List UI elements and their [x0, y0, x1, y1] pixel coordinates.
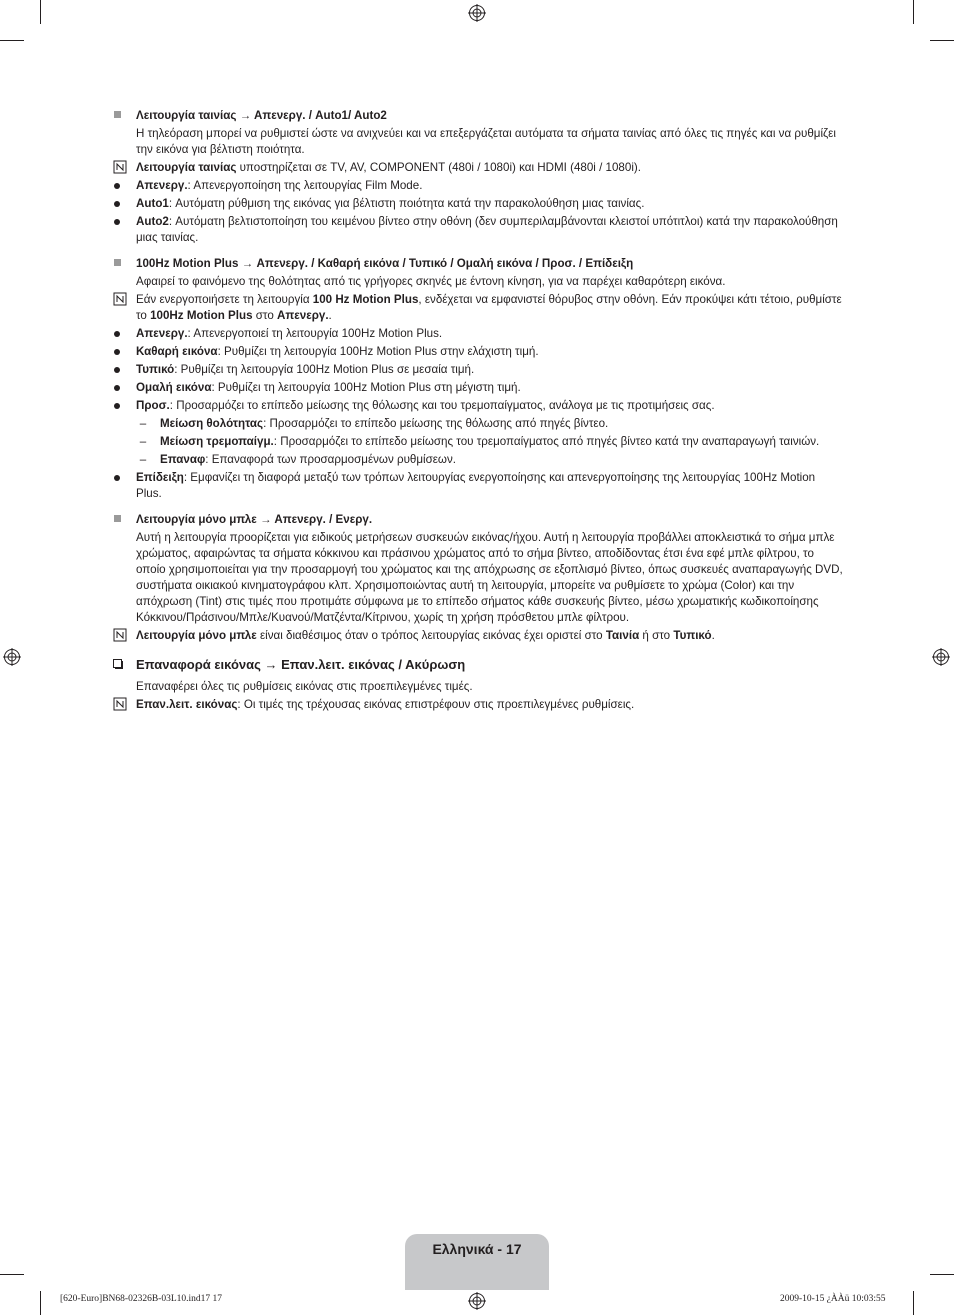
note-text: είναι διαθέσιμος όταν ο τρόπος λειτουργίας εικόνας έχει οριστεί στο	[256, 629, 606, 642]
registration-mark-bottom-icon	[468, 1292, 486, 1310]
dash-marker: –	[139, 417, 147, 430]
note-text: υποστηρίζεται σε TV, AV, COMPONENT (480i / 1080i) και HDMI (480i / 1080i).	[236, 161, 641, 174]
note-bold: Ταινία	[605, 629, 640, 642]
section-film-mode	[112, 108, 844, 246]
note-text: .	[328, 309, 332, 322]
item-bold: Προσ.	[136, 399, 170, 412]
registration-mark-top-icon	[468, 4, 486, 22]
item-bold: Απενεργ.	[136, 327, 188, 340]
item-bold: Auto1	[136, 197, 169, 210]
note	[112, 292, 844, 324]
section-motion-plus	[112, 256, 844, 502]
item-text: : Απενεργοποίηση της λειτουργίας Film Mode.	[187, 179, 423, 192]
item-bold: Απενεργ.	[136, 179, 188, 192]
crop-mark-top-right-h	[930, 40, 954, 41]
page-number-label: Ελληνικά - 17	[432, 1241, 522, 1257]
crop-mark-top-right-v	[913, 0, 914, 24]
note-icon	[113, 160, 128, 174]
section-title: 100Hz Motion Plus → Απενεργ. / Καθαρή εικόνα / Τυπικό / Ομαλή εικόνα / Προσ. / Επίδειξη	[136, 257, 634, 270]
list-item	[112, 344, 844, 360]
bullet-dot-icon	[114, 201, 120, 207]
section-reset-heading	[112, 657, 844, 673]
section-title: Επαναφορά εικόνας → Επαν.λειτ. εικόνας / Ακύρωση	[136, 657, 466, 672]
note-text: στο	[252, 309, 277, 322]
note-icon	[113, 697, 128, 711]
crop-mark-top-left-h	[0, 40, 24, 41]
item-bold: Μείωση θολότητας	[160, 417, 264, 430]
list-item	[112, 380, 844, 396]
print-slug-right: 2009-10-15 ¿ÀÀü 10:03:55	[780, 1294, 886, 1304]
list-item	[112, 398, 844, 414]
item-text: : Ρυθμίζει τη λειτουργία 100Hz Motion Plus στη μέγιστη τιμή.	[211, 381, 521, 394]
crop-mark-bottom-left-h	[0, 1274, 24, 1275]
item-bold: Καθαρή εικόνα	[136, 345, 218, 358]
sub-list-item	[112, 434, 844, 450]
item-text: : Αυτόματη βελτιστοποίηση του κειμένου βίντεο στην οθόνη (δεν συμπεριλαμβάνονται κλειστοί υπότιτλοι) κατά την παρακολούθηση μιας ταινίας.	[136, 215, 838, 244]
item-text: : Απενεργοποιεί τη λειτουργία 100Hz Motion Plus.	[187, 327, 443, 340]
registration-mark-left-icon	[3, 648, 21, 666]
crop-mark-top-left-v	[40, 0, 41, 24]
item-text: : Ρυθμίζει τη λειτουργία 100Hz Motion Plus σε μεσαία τιμή.	[174, 363, 475, 376]
item-text: : Επαναφορά των προσαρμοσμένων ρυθμίσεων.	[205, 453, 457, 466]
note-bold: 100 Hz Motion Plus	[312, 293, 419, 306]
item-text: : Εμφανίζει τη διαφορά μεταξύ των τρόπων λειτουργίας ενεργοποίησης και απενεργοποίησης της λειτουργίας 100Hz Motion Plus.	[136, 471, 816, 500]
sub-list-item	[112, 416, 844, 432]
note-bold: Λειτουργία ταινίας	[136, 161, 237, 174]
list-item	[112, 470, 844, 502]
list-item	[112, 214, 844, 246]
note-text: , ενδέχεται να εμφανιστεί θόρυβος στην οθόνη. Εάν προκύψει κάτι τέτοιο, ρυθμίστε το	[136, 293, 842, 322]
note-bold: Επαν.λειτ. εικόνας	[136, 698, 238, 711]
item-text: : Προσαρμόζει το επίπεδο μείωσης της θόλωσης από πηγές βίντεο.	[263, 417, 609, 430]
note-bold: Λειτουργία μόνο μπλε	[136, 629, 257, 642]
bullet-dot-icon	[114, 219, 120, 225]
print-slug-left: [620-Euro]BN68-02326B-03L10.ind17 17	[60, 1294, 223, 1304]
item-text: : Προσαρμόζει το επίπεδο μείωσης του τρεμοπαίγματος από πηγές βίντεο κατά την αναπαραγωγή ταινιών.	[273, 435, 820, 448]
note-icon	[113, 292, 128, 306]
section-description: Η τηλεόραση μπορεί να ρυθμιστεί ώστε να ανιχνεύει και να επεξεργάζεται αυτόματα τα σήματα ταινίας από όλες τις πηγές και να ρυθμίζει την εικόνα για βέλτιστη ποιότητα.	[136, 127, 836, 156]
section-reset	[112, 679, 844, 713]
dash-marker: –	[139, 435, 147, 448]
section-blue-only	[112, 512, 844, 644]
item-bold: Ομαλή εικόνα	[136, 381, 212, 394]
item-text: : Προσαρμόζει το επίπεδο μείωσης της θόλωσης και του τρεμοπαίγματος, ανάλογα με τις προτιμήσεις σας.	[169, 399, 715, 412]
item-bold: Επαναφ	[160, 453, 206, 466]
page-content	[112, 108, 844, 720]
section-description: Αφαιρεί το φαινόμενο της θολότητας από τις γρήγορες σκηνές με έντονη κίνηση, για να παρέχει καθαρότερη εικόνα.	[136, 275, 726, 288]
list-item	[112, 196, 844, 212]
bullet-dot-icon	[114, 475, 120, 481]
registration-mark-right-icon	[932, 648, 950, 666]
bullet-dot-icon	[114, 403, 120, 409]
crop-mark-bottom-left-v	[40, 1291, 41, 1315]
note-bold: Απενεργ.	[277, 309, 329, 322]
item-bold: Auto2	[136, 215, 169, 228]
list-item	[112, 178, 844, 194]
dash-marker: –	[139, 453, 147, 466]
list-item	[112, 326, 844, 342]
note-text: : Οι τιμές της τρέχουσας εικόνας επιστρέφουν στις προεπιλεγμένες ρυθμίσεις.	[237, 698, 635, 711]
note-text: Εάν ενεργοποιήσετε τη λειτουργία	[136, 293, 313, 306]
section-description: Αυτή η λειτουργία προορίζεται για ειδικούς μετρήσεων συσκευών εικόνας/ήχου. Αυτή η λειτουργία προβάλλει αποκλειστικά το σήμα μπλε χρώματος, αφαιρώντας τα σήματα κόκκινου και πράσινου χρώματος από το σήμα βίντεο, αποδίδοντας έτσι ένα εφέ μπλε φίλτρου, το οποίο χρησιμοποιείται για την προσαρμογή του χρώματος και της απόχρωσης σε εξοπλισμό βίντεο, όπως συσκευές αναπαραγωγής DVD, συστήματα οικιακού κινηματογράφου κλπ. Χρησιμοποιώντας αυτή τη λειτουργία, μπορείτε να ρυθμίσετε το χρώμα (Color) και την απόχρωση (Tint) στις τιμές που προτιμάτε σύμφωνα με το επίπεδο σήματος κάθε συσκευής βίντεο, μέσω χρωματικής κωδικοποίησης Κόκκινου/Πράσινου/Μπλε/Κυανού/Ματζέντα/Κίτρινου, χωρίς τη χρήση πρόσθετου μπλε φίλτρου.	[136, 531, 843, 624]
crop-mark-bottom-right-h	[930, 1274, 954, 1275]
sub-list-item	[112, 452, 844, 468]
square-bullet-icon	[114, 259, 121, 266]
section-title: Λειτουργία μόνο μπλε → Απενεργ. / Ενεργ.	[136, 513, 373, 526]
checkbox-bullet-icon	[113, 659, 123, 669]
square-bullet-icon	[114, 111, 121, 118]
bullet-dot-icon	[114, 183, 120, 189]
list-item	[112, 362, 844, 378]
note-bold: Τυπικό	[673, 629, 712, 642]
note-icon	[113, 628, 128, 642]
section-description: Επαναφέρει όλες τις ρυθμίσεις εικόνας στις προεπιλεγμένες τιμές.	[136, 680, 473, 693]
bullet-dot-icon	[114, 331, 120, 337]
bullet-dot-icon	[114, 367, 120, 373]
item-text: : Ρυθμίζει τη λειτουργία 100Hz Motion Plus στην ελάχιστη τιμή.	[217, 345, 539, 358]
note	[112, 628, 844, 644]
square-bullet-icon	[114, 515, 121, 522]
note	[112, 697, 844, 713]
item-text: : Αυτόματη ρύθμιση της εικόνας για βέλτιστη ποιότητα κατά την παρακολούθηση μιας ταινίας.	[168, 197, 645, 210]
note-text: .	[711, 629, 715, 642]
crop-mark-bottom-right-v	[913, 1291, 914, 1315]
bullet-dot-icon	[114, 385, 120, 391]
item-bold: Μείωση τρεμοπαίγμ.	[160, 435, 274, 448]
item-bold: Τυπικό	[136, 363, 175, 376]
note-text: ή στο	[639, 629, 674, 642]
note	[112, 160, 844, 176]
note-bold: 100Hz Motion Plus	[150, 309, 253, 322]
item-bold: Επίδειξη	[136, 471, 184, 484]
section-title: Λειτουργία ταινίας → Απενεργ. / Auto1/ Auto2	[136, 109, 387, 122]
bullet-dot-icon	[114, 349, 120, 355]
